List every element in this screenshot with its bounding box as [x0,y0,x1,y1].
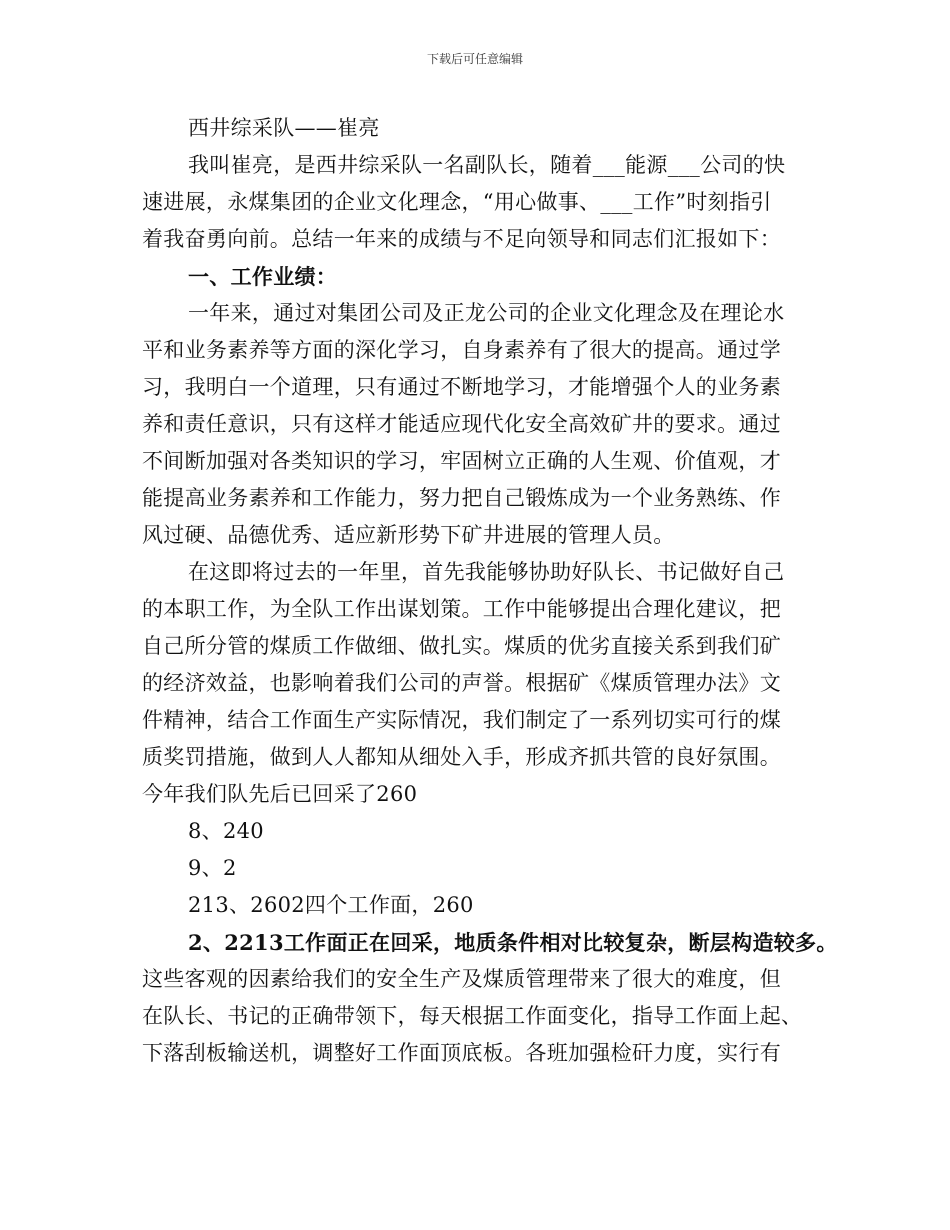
text-line: 不间断加强对各类知识的学习，牢固树立正确的人生观、价值观，才 [142,449,781,473]
text-line: 速进展，永煤集团的企业文化理念，“用心做事、___工作”时刻指引 [142,190,772,214]
text-line: 8、240 [188,819,264,843]
text-line: 一年来，通过对集团公司及正龙公司的企业文化理念及在理论水 [188,301,785,325]
text-line: 习，我明白一个道理，只有通过不断地学习，才能增强个人的业务素 [142,375,781,399]
text-line: 一、工作业绩： [188,264,338,289]
text-line: 能提高业务素养和工作能力，努力把自己锻炼成为一个业务熟练、作 [142,486,781,510]
text-line: 西井综采队——崔亮 [188,116,380,140]
text-line: 自己所分管的煤质工作做细、做扎实。煤质的优劣直接关系到我们矿 [142,634,781,658]
text-line: 件精神，结合工作面生产实际情况，我们制定了一系列切实可行的煤 [142,708,781,732]
text-line: 213、2602四个工作面，260 [188,893,474,917]
text-line: 在这即将过去的一年里，首先我能够协助好队长、书记做好自己 [188,560,785,584]
text-line: 质奖罚措施，做到人人都知从细处入手，形成齐抓共管的良好氛围。 [142,745,781,769]
text-line: 着我奋勇向前。总结一年来的成绩与不足向领导和同志们汇报如下： [142,227,781,251]
page-header-note: 下载后可任意编辑 [426,52,523,66]
document-body [142,110,838,1072]
text-line: 今年我们队先后已回采了260 [142,782,418,806]
text-line: 这些客观的因素给我们的安全生产及煤质管理带来了很大的难度，但 [142,967,781,991]
text-line: 9、2 [188,856,237,880]
text-line: 平和业务素养等方面的深化学习，自身素养有了很大的提高。通过学 [142,338,781,362]
text-line: 2、2213工作面正在回采，地质条件相对比较复杂，断层构造较多。 [188,930,838,955]
text-line: 我叫崔亮，是西井综采队一名副队长，随着___能源___公司的快 [188,153,786,177]
text-line: 下落刮板输送机，调整好工作面顶底板。各班加强检矸力度，实行有 [142,1041,781,1065]
text-line: 养和责任意识，只有这样才能适应现代化安全高效矿井的要求。通过 [142,412,781,436]
text-line: 风过硬、品德优秀、适应新形势下矿井进展的管理人员。 [142,523,675,547]
text-line: 在队长、书记的正确带领下，每天根据工作面变化，指导工作面上起、 [142,1004,803,1028]
text-line: 的经济效益，也影响着我们公司的声誉。根据矿《煤质管理办法》文 [142,671,781,695]
text-line: 的本职工作，为全队工作出谋划策。工作中能够提出合理化建议，把 [142,597,781,621]
